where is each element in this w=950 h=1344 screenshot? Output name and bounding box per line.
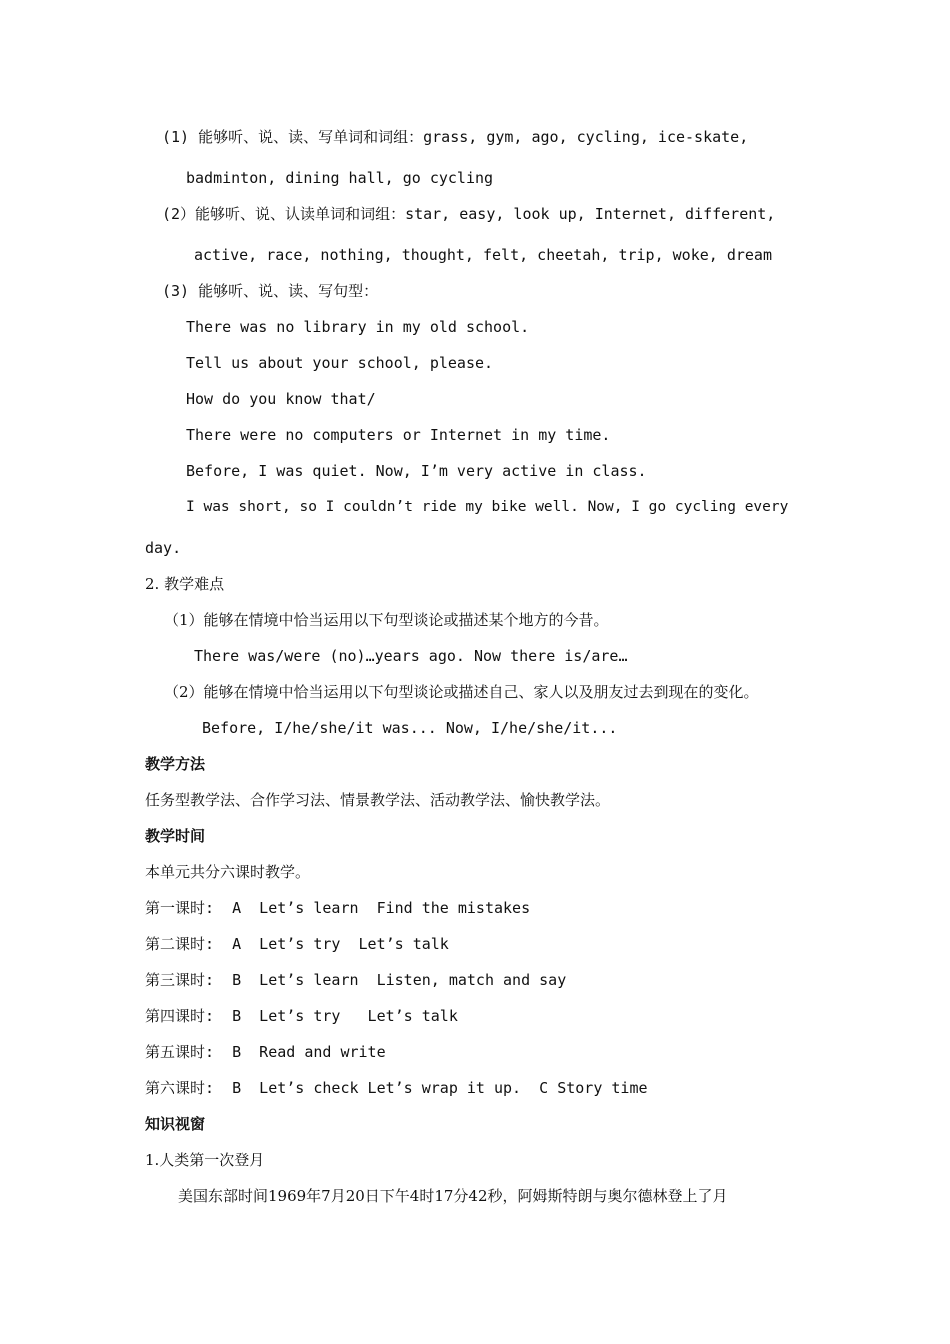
knowledge-paragraph: 美国东部时间1969年7月20日下午4时17分42秒，阿姆斯特朗与奥尔德林登上了月 (178, 1187, 728, 1205)
sentence-pattern: Tell us about your school, please. (186, 354, 494, 372)
sentence-pattern: There was no library in my old school. (186, 318, 530, 336)
methods-text: 任务型教学法、合作学习法、情景教学法、活动教学法、愉快教学法。 (145, 791, 611, 809)
lesson-row: 第一课时: A Let’s learn Find the mistakes (145, 899, 531, 917)
objective-item-1-text: (1) 能够听、说、读、写单词和词组：grass, gym, ago, cycling, ice-skate, (162, 128, 749, 146)
sentence-pattern-last-line-2: day. (145, 539, 182, 557)
difficulties-title: 2. 教学难点 (145, 575, 225, 593)
objective-item-2-line-2: active, race, nothing, thought, felt, cheetah, trip, woke, dream (194, 246, 772, 264)
sentence-pattern: There were no computers or Internet in my time. (186, 426, 611, 444)
difficulty-item-2: （2）能够在情境中恰当运用以下句型谈论或描述自己、家人以及朋友过去到现在的变化。 (164, 683, 759, 701)
lesson-row: 第三课时: B Let’s learn Listen, match and say (145, 971, 567, 989)
difficulty-item-1-example: There was/were (no)…years ago. Now there is/are… (194, 647, 628, 665)
sentence-pattern: How do you know that/ (186, 390, 376, 408)
difficulty-item-2-example: Before, I/he/she/it was... Now, I/he/she/it... (202, 719, 618, 737)
objective-item-3-title: (3) 能够听、说、读、写句型： (162, 282, 379, 300)
lesson-row: 第六课时: B Let’s check Let’s wrap it up. C Story time (145, 1079, 648, 1097)
objective-item-1-line-1 (162, 127, 803, 147)
difficulty-item-1: （1）能够在情境中恰当运用以下句型谈论或描述某个地方的今昔。 (164, 611, 609, 629)
schedule-heading: 教学时间 (145, 827, 206, 845)
objective-item-2-line-1: (2）能够听、说、认读单词和词组：star, easy, look up, Internet, different, (162, 205, 776, 223)
schedule-intro: 本单元共分六课时教学。 (145, 863, 311, 881)
lesson-row: 第五课时: B Read and write (145, 1043, 386, 1061)
knowledge-heading: 知识视窗 (145, 1115, 206, 1133)
objective-item-1-line-2: badminton, dining hall, go cycling (186, 169, 494, 187)
knowledge-item-title: 1.人类第一次登月 (145, 1151, 265, 1169)
sentence-pattern: Before, I was quiet. Now, I’m very active in class. (186, 462, 647, 480)
sentence-pattern-last-line-1: I was short, so I couldn’t ride my bike well. Now, I go cycling every (186, 499, 789, 515)
lesson-row: 第二课时: A Let’s try Let’s talk (145, 935, 449, 953)
methods-heading: 教学方法 (145, 755, 206, 773)
lesson-row: 第四课时: B Let’s try Let’s talk (145, 1007, 458, 1025)
